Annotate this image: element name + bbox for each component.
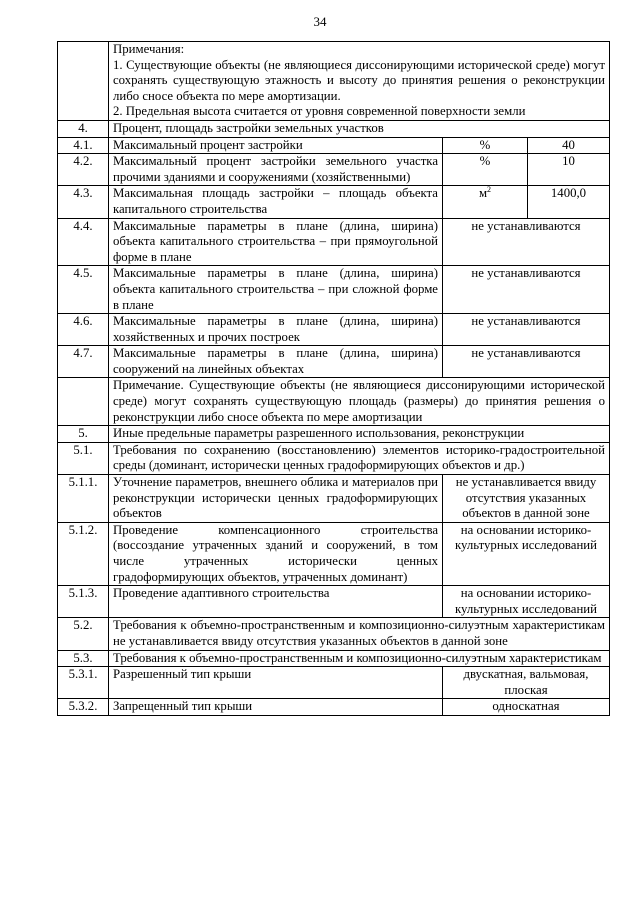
row-number: 4.6. [58, 314, 109, 346]
row-value: не устанавливается ввиду отсутствия указанных объектов в данной зоне [443, 475, 610, 523]
row-text: Максимальные параметры в плане (длина, ширина) объекта капитального строительства – при прямоугольной форме в плане [109, 218, 443, 266]
table-row [58, 699, 610, 716]
row-text: Процент, площадь застройки земельных участков [109, 120, 610, 137]
row-text: Требования к объемно-пространственным и композиционно-силуэтным характеристикам не устанавливается ввиду отсутствия указанных объектов в данной зоне [109, 618, 610, 650]
row-number: 4.1. [58, 137, 109, 154]
unit-base: м [478, 186, 488, 201]
row-text: Иные предельные параметры разрешенного использования, реконструкции [109, 426, 610, 443]
row-number: 5.3.1. [58, 667, 109, 699]
row-value: на основании историко-культурных исследований [443, 586, 610, 618]
table-row [58, 314, 610, 346]
table-row [58, 120, 610, 137]
row-number: 5.2. [58, 618, 109, 650]
row-number: 5.1. [58, 442, 109, 474]
row-value: не устанавливаются [443, 346, 610, 378]
row-value: не устанавливаются [443, 266, 610, 314]
row-unit [443, 186, 528, 218]
row-value: двускатная, вальмовая, плоская [443, 667, 610, 699]
note-item: 1. Существующие объекты (не являющиеся диссонирующими исторической среде) могут сохранять существующую этажность и высоту до принятия решения о реконструкции либо сносе объекта по мере амортизации. [113, 57, 605, 103]
row-number: 4. [58, 120, 109, 137]
notes-title: Примечания: [113, 42, 185, 56]
row-text: Проведение компенсационного строительства (воссоздание утраченных зданий и сооружений, в том числе утраченных исторически ценных градоформирующих объектов, утраченных доминант) [109, 522, 443, 585]
row-value: на основании историко-культурных исследований [443, 522, 610, 585]
table-row [58, 522, 610, 585]
note-text: Примечание. Существующие объекты (не являющиеся диссонирующими исторической среде) могут сохранять существующую площадь (размеры) до принятия решения о реконструкции либо сносе объекта по мере амортизации [109, 378, 610, 426]
table-row [58, 266, 610, 314]
table-row [58, 426, 610, 443]
row-value: 10 [528, 154, 610, 186]
table-row [58, 618, 610, 650]
row-value: не устанавливаются [443, 314, 610, 346]
regulations-table [57, 41, 610, 716]
row-text: Запрещенный тип крыши [109, 699, 443, 716]
row-text: Проведение адаптивного строительства [109, 586, 443, 618]
row-value: односкатная [443, 699, 610, 716]
row-text: Требования к объемно-пространственным и композиционно-силуэтным характеристикам [109, 650, 610, 667]
table-row [58, 650, 610, 667]
row-number: 4.3. [58, 186, 109, 218]
row-text: Максимальный процент застройки земельного участка прочими зданиями и сооружениями (хозяйственными) [109, 154, 443, 186]
row-value: не устанавливаются [443, 218, 610, 266]
row-number: 5. [58, 426, 109, 443]
notes-top-cell [109, 42, 610, 121]
row-number: 5.3.2. [58, 699, 109, 716]
row-number: 4.5. [58, 266, 109, 314]
row-number: 5.3. [58, 650, 109, 667]
row-text: Максимальный процент застройки [109, 137, 443, 154]
table-row [58, 667, 610, 699]
row-text: Максимальные параметры в плане (длина, ширина) объекта капитального строительства – при сложной форме в плане [109, 266, 443, 314]
table-row [58, 137, 610, 154]
row-text: Максимальные параметры в плане (длина, ширина) сооружений на линейных объектах [109, 346, 443, 378]
row-unit: % [443, 154, 528, 186]
row-value: 1400,0 [528, 186, 610, 218]
table-row [58, 346, 610, 378]
table-row [58, 154, 610, 186]
row-number: 5.1.1. [58, 475, 109, 523]
row-text: Максимальные параметры в плане (длина, ширина) хозяйственных и прочих построек [109, 314, 443, 346]
table-row [58, 218, 610, 266]
row-number: 4.2. [58, 154, 109, 186]
row-text: Требования по сохранению (восстановлению) элементов историко-градостроительной среды (доминант, исторически ценных градоформирующих объектов и др.) [109, 442, 610, 474]
table-row [58, 442, 610, 474]
note-item: 2. Предельная высота считается от уровня современной поверхности земли [113, 104, 526, 119]
table-row [58, 475, 610, 523]
row-number: 4.4. [58, 218, 109, 266]
row-number: 5.1.2. [58, 522, 109, 585]
row-value: 40 [528, 137, 610, 154]
page-number: 34 [313, 14, 327, 29]
row-text: Уточнение параметров, внешнего облика и материалов при реконструкции исторически ценных градоформирующих объектов [109, 475, 443, 523]
table-row [58, 186, 610, 218]
row-number: 5.1.3. [58, 586, 109, 618]
row-number: 4.7. [58, 346, 109, 378]
row-text: Максимальная площадь застройки – площадь объекта капитального строительства [109, 186, 443, 218]
table-row [58, 586, 610, 618]
row-unit: % [443, 137, 528, 154]
row-text: Разрешенный тип крыши [109, 667, 443, 699]
table-row [58, 42, 610, 121]
table-row [58, 378, 610, 426]
unit-superscript: 2 [487, 185, 492, 195]
row-number [58, 378, 109, 426]
